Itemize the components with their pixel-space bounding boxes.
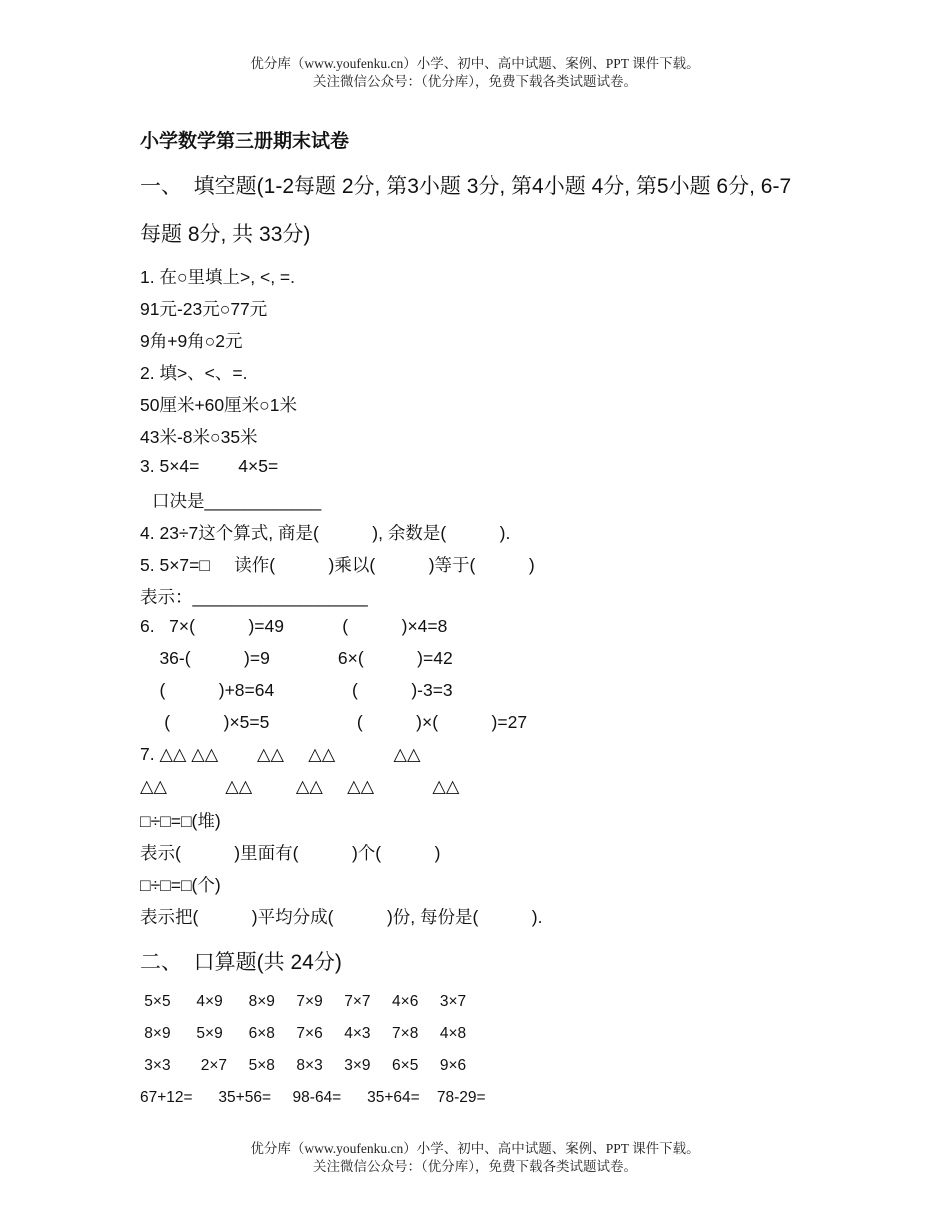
section1-heading-line1: 一、 填空题(1-2每题 2分, 第3小题 3分, 第4小题 4分, 第5小题 6分, 6-7 [140, 175, 792, 198]
q7-meaning-1: 表示( )里面有( )个( ) [140, 843, 441, 863]
q7-equation-2: □÷□=□(个) [140, 875, 221, 895]
exam-title: 小学数学第三册期末试卷 [140, 131, 350, 152]
q6-row-1: 6. 7×( )=49 ( )×4=8 [140, 616, 448, 636]
q1-prompt: 1. 在○里填上>, <, =. [140, 267, 295, 287]
header-line-1: 优分库（www.youfenku.cn）小学、初中、高中试题、案例、PPT 课件下载。 [250, 56, 700, 71]
footer-line-1: 优分库（www.youfenku.cn）小学、初中、高中试题、案例、PPT 课件下载。 [250, 1141, 700, 1156]
q3-line: 3. 5×4= 4×5= [140, 456, 279, 476]
q7-triangles-row-2: △△ △△ △△ △△ △△ [140, 776, 460, 796]
q2-prompt: 2. 填>、<、=. [140, 363, 248, 383]
q1-item-a: 91元-23元○77元 [140, 299, 268, 319]
q4-line: 4. 23÷7这个算式, 商是( ), 余数是( ). [140, 523, 511, 543]
header-line-2: 关注微信公众号：（优分库），免费下载各类试题试卷。 [313, 74, 637, 89]
section1-heading-line2: 每题 8分, 共 33分) [140, 223, 311, 246]
q5-meaning: 表示：__________________ [140, 587, 368, 607]
q7-equation-1: □÷□=□(堆) [140, 811, 221, 831]
q1-item-b: 9角+9角○2元 [140, 331, 243, 351]
section2-heading: 二、 口算题(共 24分) [140, 951, 342, 974]
q7-triangles-row-1: 7. △△ △△ △△ △△ △△ [140, 744, 421, 764]
q6-row-2: 36-( )=9 6×( )=42 [140, 648, 453, 668]
page-footer [0, 1140, 950, 1176]
mental-row-2: 8×9 5×9 6×8 7×6 4×3 7×8 4×8 [140, 1025, 467, 1042]
q3-formula: 口决是____________ [152, 491, 322, 511]
q7-meaning-2: 表示把( )平均分成( )份, 每份是( ). [140, 907, 543, 927]
q6-row-3: ( )+8=64 ( )-3=3 [140, 680, 453, 700]
mental-row-3: 3×3 2×7 5×8 8×3 3×9 6×5 9×6 [140, 1057, 467, 1074]
q6-row-4: ( )×5=5 ( )×( )=27 [140, 712, 528, 732]
q5-line: 5. 5×7=□ 读作( )乘以( )等于( ) [140, 555, 535, 575]
q2-item-a: 50厘米+60厘米○1米 [140, 395, 297, 415]
mental-row-4: 67+12= 35+56= 98-64= 35+64= 78-29= [140, 1089, 486, 1106]
page-header [0, 55, 950, 91]
mental-row-1: 5×5 4×9 8×9 7×9 7×7 4×6 3×7 [140, 993, 467, 1010]
q2-item-b: 43米-8米○35米 [140, 427, 258, 447]
footer-line-2: 关注微信公众号：（优分库），免费下载各类试题试卷。 [313, 1159, 637, 1174]
